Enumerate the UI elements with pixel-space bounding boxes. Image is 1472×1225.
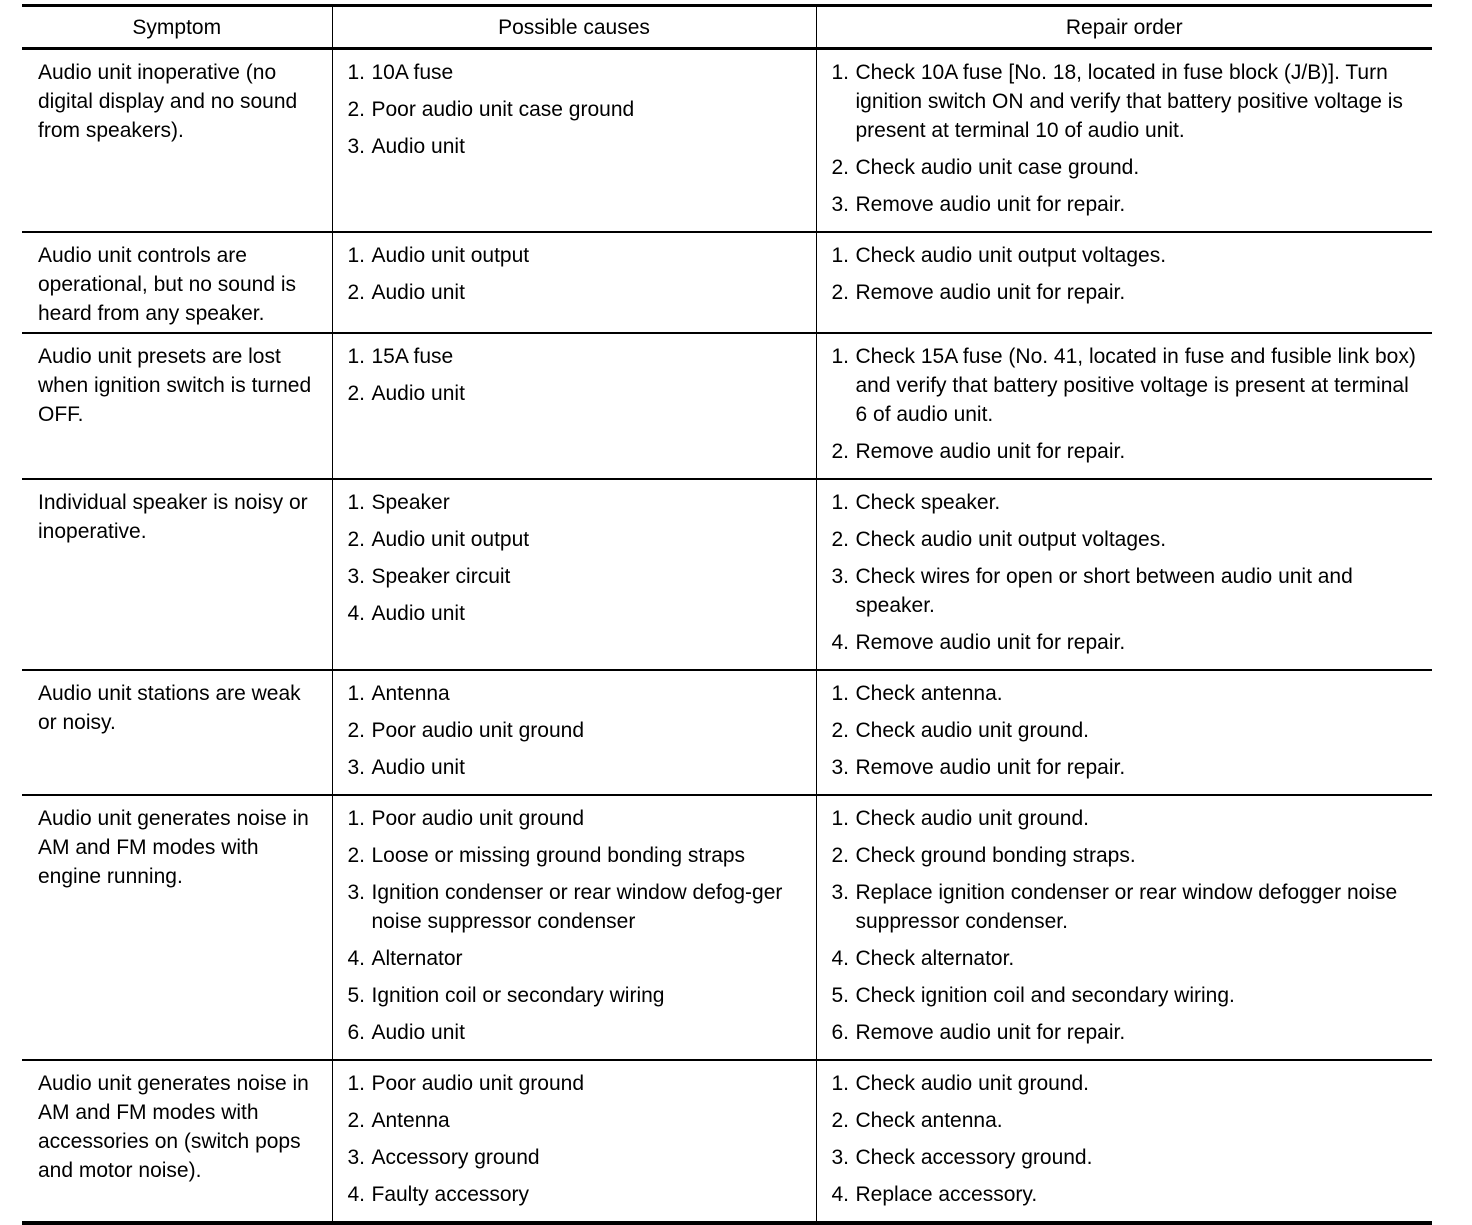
repair-item [832, 1018, 1425, 1047]
cause-text: Antenna [371, 682, 450, 705]
repair-item [832, 1106, 1425, 1135]
cause-text: Poor audio unit case ground [371, 98, 635, 121]
cause-text: Audio unit [371, 756, 465, 779]
item-number: 2. [347, 382, 366, 405]
repair-text: Check accessory ground. [855, 1146, 1093, 1169]
item-number: 1. [831, 345, 850, 368]
cause-cell [332, 670, 816, 795]
cause-item [348, 1180, 808, 1209]
item-number: 3. [831, 193, 850, 216]
repair-text: Check 10A fuse [No. 18, located in fuse block (J/B)]. Turn ignition switch ON and verify that battery positive voltage is present at terminal 10 of audio unit. [855, 61, 1403, 142]
item-number: 2. [831, 528, 850, 551]
repair-item [832, 437, 1425, 466]
cause-list [348, 58, 808, 161]
repair-item [832, 1180, 1425, 1209]
repair-text: Remove audio unit for repair. [855, 631, 1126, 654]
cause-item [348, 679, 808, 708]
cause-item [348, 278, 808, 307]
table-row [22, 795, 1432, 1060]
table-row [22, 670, 1432, 795]
repair-cell [816, 49, 1432, 233]
symptom-cell: Audio unit presets are lost when ignition switch is turned OFF. [22, 333, 332, 479]
repair-cell [816, 1060, 1432, 1223]
item-number: 3. [831, 565, 850, 588]
repair-item [832, 153, 1425, 182]
repair-item [832, 58, 1425, 145]
cause-text: Faulty accessory [371, 1183, 530, 1206]
repair-text: Check audio unit ground. [855, 1072, 1089, 1095]
symptom-cell: Audio unit inoperative (no digital display and no sound from speakers). [22, 49, 332, 233]
cause-item [348, 379, 808, 408]
repair-item [832, 944, 1425, 973]
repair-item [832, 241, 1425, 270]
troubleshooting-table [22, 4, 1432, 1225]
cause-item [348, 753, 808, 782]
item-number: 1. [347, 244, 366, 267]
cause-text: Poor audio unit ground [371, 719, 584, 742]
item-number: 3. [347, 565, 366, 588]
item-number: 1. [831, 61, 850, 84]
cause-item [348, 841, 808, 870]
repair-item [832, 679, 1425, 708]
cause-item [348, 1018, 808, 1047]
cause-item [348, 488, 808, 517]
repair-item [832, 804, 1425, 833]
symptom-cell: Audio unit stations are weak or noisy. [22, 670, 332, 795]
repair-item [832, 753, 1425, 782]
item-number: 2. [831, 440, 850, 463]
header-repair-order: Repair order [816, 6, 1432, 49]
table-row [22, 232, 1432, 333]
item-number: 3. [347, 756, 366, 779]
item-number: 2. [347, 719, 366, 742]
repair-list [832, 342, 1425, 466]
item-number: 5. [831, 984, 850, 1007]
table-row [22, 1060, 1432, 1223]
repair-item [832, 190, 1425, 219]
item-number: 2. [831, 156, 850, 179]
cause-list [348, 241, 808, 307]
cause-item [348, 944, 808, 973]
repair-cell [816, 232, 1432, 333]
cause-text: Audio unit [371, 602, 465, 625]
cause-item [348, 804, 808, 833]
repair-text: Check antenna. [855, 682, 1003, 705]
cause-cell [332, 1060, 816, 1223]
item-number: 2. [831, 719, 850, 742]
cause-text: Speaker circuit [371, 565, 511, 588]
repair-item [832, 488, 1425, 517]
repair-list [832, 804, 1425, 1047]
repair-cell [816, 670, 1432, 795]
cause-item [348, 599, 808, 628]
item-number: 4. [347, 947, 366, 970]
cause-text: 10A fuse [371, 61, 454, 84]
cause-item [348, 525, 808, 554]
repair-text: Check alternator. [855, 947, 1015, 970]
item-number: 1. [347, 61, 366, 84]
cause-text: Audio unit [371, 382, 465, 405]
header-row [22, 6, 1432, 49]
item-number: 1. [831, 807, 850, 830]
item-number: 4. [831, 1183, 850, 1206]
item-number: 4. [831, 947, 850, 970]
repair-cell [816, 479, 1432, 670]
cause-item [348, 1143, 808, 1172]
cause-item [348, 132, 808, 161]
cause-item [348, 716, 808, 745]
cause-cell [332, 795, 816, 1060]
item-number: 4. [347, 1183, 366, 1206]
cause-cell [332, 333, 816, 479]
repair-text: Replace accessory. [855, 1183, 1038, 1206]
repair-text: Check speaker. [855, 491, 1001, 514]
repair-text: Remove audio unit for repair. [855, 756, 1126, 779]
item-number: 3. [831, 756, 850, 779]
item-number: 5. [347, 984, 366, 1007]
cause-item [348, 241, 808, 270]
cause-item [348, 562, 808, 591]
item-number: 1. [831, 491, 850, 514]
cause-item [348, 1106, 808, 1135]
cause-text: 15A fuse [371, 345, 454, 368]
item-number: 1. [347, 682, 366, 705]
table-row [22, 333, 1432, 479]
cause-text: Poor audio unit ground [371, 807, 584, 830]
cause-text: Ignition condenser or rear window defog-ger noise suppressor condenser [371, 881, 783, 933]
repair-text: Check antenna. [855, 1109, 1003, 1132]
repair-text: Remove audio unit for repair. [855, 281, 1126, 304]
cause-list [348, 804, 808, 1047]
cause-list [348, 1069, 808, 1209]
table-row [22, 479, 1432, 670]
item-number: 2. [347, 281, 366, 304]
repair-cell [816, 333, 1432, 479]
cause-text: Speaker [371, 491, 450, 514]
cause-list [348, 679, 808, 782]
item-number: 2. [347, 1109, 366, 1132]
repair-text: Replace ignition condenser or rear window defogger noise suppressor condenser. [855, 881, 1398, 933]
cause-list [348, 342, 808, 408]
item-number: 1. [831, 244, 850, 267]
cause-text: Accessory ground [371, 1146, 540, 1169]
item-number: 1. [347, 1072, 366, 1095]
repair-item [832, 1143, 1425, 1172]
table-body [22, 49, 1432, 1224]
cause-item [348, 1069, 808, 1098]
item-number: 4. [831, 631, 850, 654]
repair-text: Check audio unit output voltages. [855, 244, 1167, 267]
cause-cell [332, 49, 816, 233]
item-number: 1. [831, 1072, 850, 1095]
cause-text: Loose or missing ground bonding straps [371, 844, 746, 867]
item-number: 6. [831, 1021, 850, 1044]
table-header [22, 6, 1432, 49]
item-number: 1. [347, 491, 366, 514]
repair-item [832, 981, 1425, 1010]
symptom-cell: Audio unit controls are operational, but no sound is heard from any speaker. [22, 232, 332, 333]
cause-text: Audio unit output [371, 528, 530, 551]
repair-text: Check wires for open or short between audio unit and speaker. [855, 565, 1353, 617]
repair-item [832, 878, 1425, 936]
cause-text: Antenna [371, 1109, 450, 1132]
item-number: 1. [831, 682, 850, 705]
repair-text: Check audio unit ground. [855, 719, 1089, 742]
item-number: 1. [347, 345, 366, 368]
header-symptom: Symptom [22, 6, 332, 49]
cause-text: Audio unit [371, 1021, 465, 1044]
item-number: 2. [831, 1109, 850, 1132]
cause-item [348, 58, 808, 87]
symptom-cell: Individual speaker is noisy or inoperative. [22, 479, 332, 670]
item-number: 2. [347, 528, 366, 551]
repair-list [832, 1069, 1425, 1209]
repair-list [832, 241, 1425, 307]
cause-item [348, 981, 808, 1010]
cause-cell [332, 232, 816, 333]
repair-text: Check audio unit output voltages. [855, 528, 1167, 551]
repair-text: Remove audio unit for repair. [855, 440, 1126, 463]
repair-text: Check audio unit case ground. [855, 156, 1140, 179]
repair-text: Check 15A fuse (No. 41, located in fuse and fusible link box) and verify that battery positive voltage is present at terminal 6 of audio unit. [855, 345, 1416, 426]
cause-cell [332, 479, 816, 670]
repair-item [832, 342, 1425, 429]
item-number: 2. [831, 281, 850, 304]
repair-item [832, 278, 1425, 307]
repair-list [832, 58, 1425, 219]
item-number: 4. [347, 602, 366, 625]
cause-item [348, 342, 808, 371]
cause-text: Audio unit [371, 135, 465, 158]
item-number: 2. [831, 844, 850, 867]
item-number: 3. [347, 1146, 366, 1169]
cause-text: Ignition coil or secondary wiring [371, 984, 665, 1007]
repair-text: Check audio unit ground. [855, 807, 1089, 830]
cause-text: Poor audio unit ground [371, 1072, 584, 1095]
repair-cell [816, 795, 1432, 1060]
cause-text: Audio unit [371, 281, 465, 304]
repair-item [832, 628, 1425, 657]
repair-text: Check ground bonding straps. [855, 844, 1136, 867]
cause-text: Audio unit output [371, 244, 530, 267]
header-possible-causes: Possible causes [332, 6, 816, 49]
item-number: 3. [831, 1146, 850, 1169]
item-number: 3. [347, 881, 366, 904]
item-number: 2. [347, 98, 366, 121]
repair-item [832, 1069, 1425, 1098]
cause-item [348, 878, 808, 936]
repair-item [832, 562, 1425, 620]
cause-list [348, 488, 808, 628]
cause-item [348, 95, 808, 124]
repair-list [832, 488, 1425, 657]
repair-list [832, 679, 1425, 782]
repair-text: Remove audio unit for repair. [855, 193, 1126, 216]
repair-text: Remove audio unit for repair. [855, 1021, 1126, 1044]
symptom-cell: Audio unit generates noise in AM and FM modes with engine running. [22, 795, 332, 1060]
repair-text: Check ignition coil and secondary wiring. [855, 984, 1235, 1007]
item-number: 2. [347, 844, 366, 867]
item-number: 1. [347, 807, 366, 830]
item-number: 3. [347, 135, 366, 158]
table-row [22, 49, 1432, 233]
symptom-cell: Audio unit generates noise in AM and FM modes with accessories on (switch pops and motor noise). [22, 1060, 332, 1223]
repair-item [832, 525, 1425, 554]
item-number: 3. [831, 881, 850, 904]
repair-item [832, 716, 1425, 745]
repair-item [832, 841, 1425, 870]
cause-text: Alternator [371, 947, 463, 970]
item-number: 6. [347, 1021, 366, 1044]
